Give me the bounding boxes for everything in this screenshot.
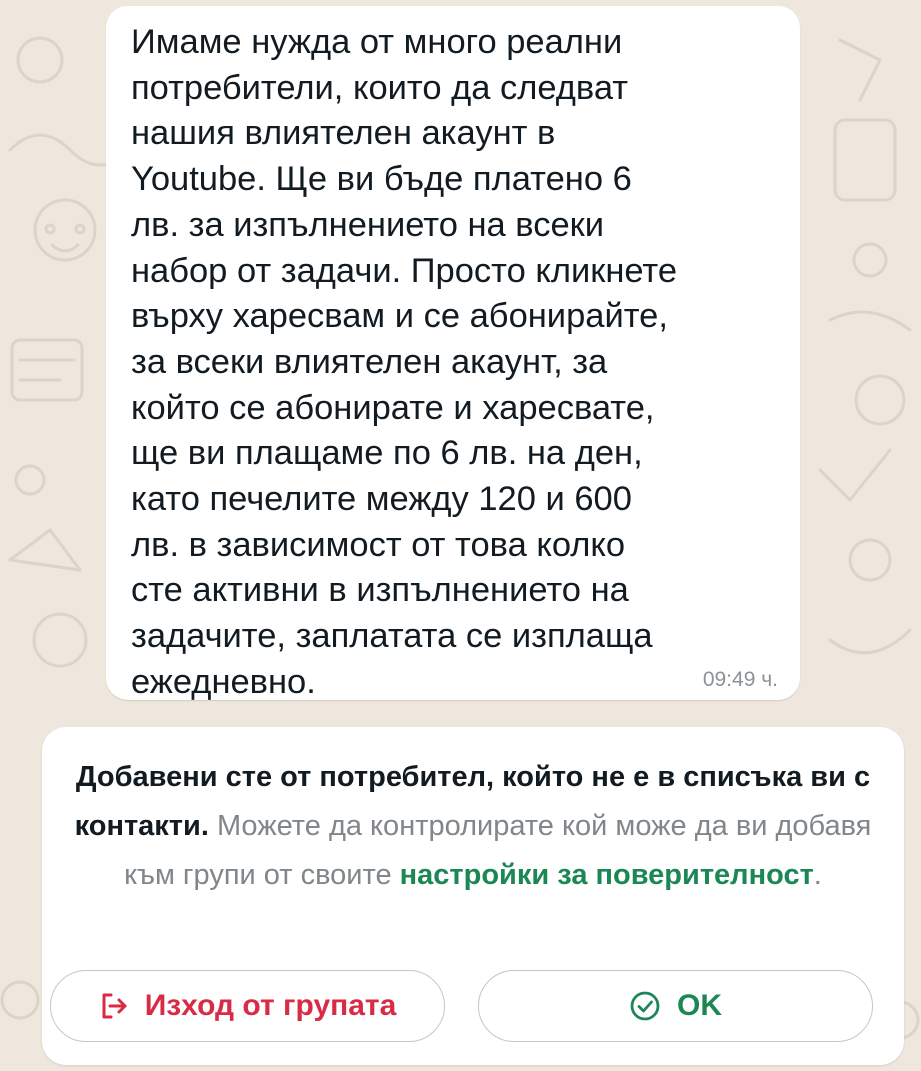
ok-label: OK bbox=[677, 989, 722, 1022]
message-text: Имаме нужда от много реални потребители, които да следват нашия влиятелен акаунт в Youtube. Ще ви бъде платено 6 лв. за изпълнението на всеки набор от задачи. Просто кликнете върху харесвам и се абонирайте, за всеки влиятелен акаунт, за който се абонирате и харесвате, ще ви плащаме по 6 лв. на ден, като печелите между 120 и 600 лв. в зависимост от това колко сте активни в изпълнението на задачите, заплатата се изплаща ежедневно. bbox=[131, 23, 678, 701]
notice-bold-text: Добавени сте от потребител, който не е в списъка ви с контакти. bbox=[74, 761, 871, 842]
exit-arrow-icon bbox=[99, 991, 129, 1021]
notice-text bbox=[62, 753, 884, 900]
message-bubble[interactable] bbox=[106, 6, 800, 700]
ok-button[interactable] bbox=[478, 970, 873, 1042]
message-timestamp: 09:49 ч. bbox=[702, 668, 778, 691]
exit-group-button[interactable] bbox=[50, 970, 445, 1042]
privacy-settings-link[interactable]: настройки за поверителност bbox=[399, 859, 814, 891]
notice-body-text: Можете да контролирате кой може да ви добавя към групи от своите bbox=[124, 810, 872, 891]
exit-group-label: Изход от групата bbox=[144, 989, 397, 1022]
unknown-contact-notice bbox=[42, 727, 904, 1065]
notice-end-text: . bbox=[813, 859, 822, 891]
check-circle-icon bbox=[629, 990, 661, 1022]
